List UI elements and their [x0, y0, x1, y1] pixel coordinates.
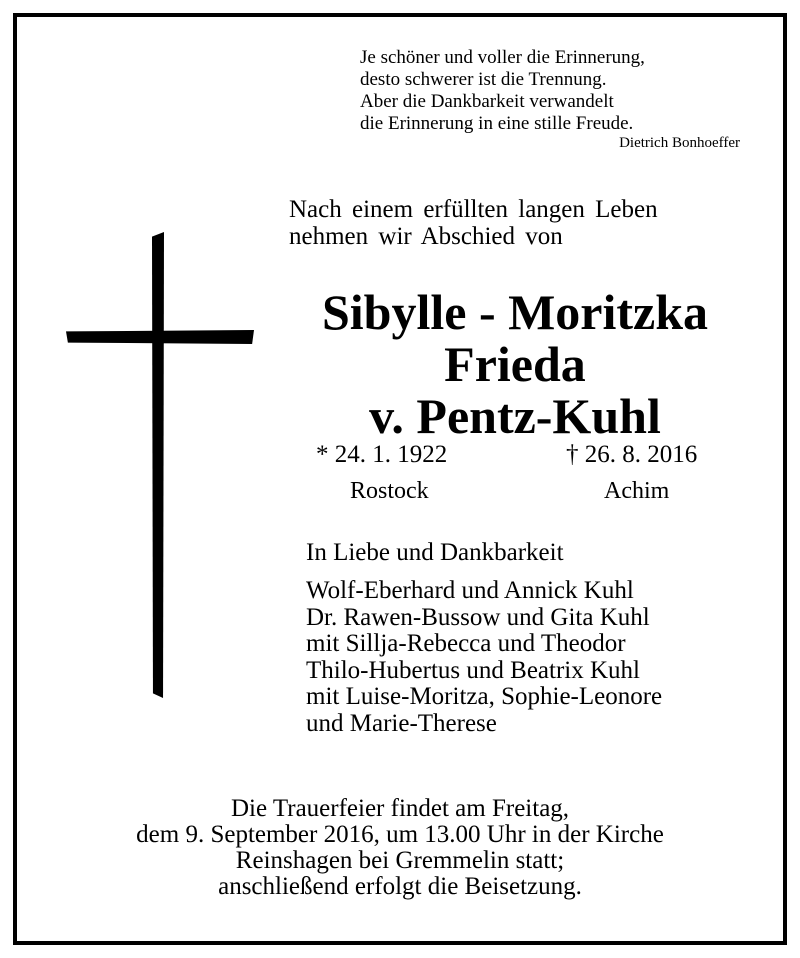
family-line: Thilo-Hubertus und Beatrix Kuhl: [306, 656, 640, 684]
family-line: und Marie-Therese: [306, 709, 497, 737]
deceased-name-line: Sibylle - Moritzka: [321, 284, 709, 340]
deceased-name-line: Frieda: [444, 336, 586, 392]
service-line: dem 9. September 2016, um 13.00 Uhr in der Kirche: [136, 821, 664, 848]
quote-line: die Erinnerung in eine stille Freude.: [360, 113, 634, 134]
birth-place: Rostock: [350, 478, 429, 504]
death-place: Achim: [604, 478, 670, 504]
intro-text: [289, 196, 658, 250]
service-info: [20, 796, 780, 900]
family-line: mit Sillja-Rebecca und Theodor: [306, 630, 626, 657]
intro-line: nehmen wir Abschied von: [289, 223, 563, 250]
family-list: [306, 578, 662, 737]
family-line: Dr. Rawen-Bussow und Gita Kuhl: [306, 603, 650, 631]
deceased-name-line: v. Pentz-Kuhl: [369, 388, 661, 444]
birth-date: * 24. 1. 1922: [316, 441, 448, 468]
quote-line: Je schöner und voller die Erinnerung,: [360, 47, 645, 68]
family-line: Wolf-Eberhard und Annick Kuhl: [306, 577, 634, 604]
death-date: † 26. 8. 2016: [566, 441, 698, 468]
service-line: anschließend erfolgt die Beisetzung.: [218, 873, 582, 900]
service-line: Die Trauerfeier findet am Freitag,: [230, 795, 570, 822]
service-line: Reinshagen bei Gremmelin statt;: [235, 847, 565, 874]
quote-line: Aber die Dankbarkeit verwandelt: [360, 91, 614, 112]
cross-icon-crossbar: [66, 330, 254, 344]
cross-icon: [152, 232, 164, 698]
quote-author: Dietrich Bonhoeffer: [619, 135, 740, 151]
quote: [360, 47, 645, 135]
family-line: mit Luise-Moritza, Sophie-Leonore: [306, 683, 663, 710]
intro-line: Nach einem erfüllten langen Leben: [289, 196, 658, 223]
quote-line: desto schwerer ist die Trennung.: [360, 69, 607, 90]
family-heading: In Liebe und Dankbarkeit: [306, 539, 564, 566]
